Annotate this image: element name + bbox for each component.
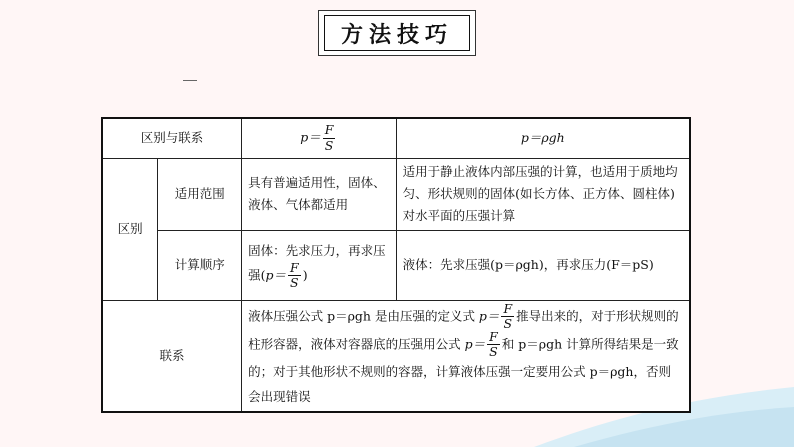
order-general-text: 固体：先求压力，再求压强( [248,243,386,283]
row-label-order: 计算顺序 [158,230,242,300]
table-row-order [102,230,690,300]
order-liquid: 液体：先求压强(p＝ρgh)，再求压力(F＝pS) [396,230,690,300]
close-paren: ) [302,267,308,283]
fraction [288,259,301,291]
formula-lhs: p＝ [464,336,486,352]
fraction [323,124,336,152]
header-formula-liquid: p＝ρgh [396,118,690,158]
fraction-numerator: F [489,328,498,344]
fraction [487,328,500,360]
comparison-table [101,117,691,413]
link-label: 联系 [102,300,242,412]
fraction-numerator: F [290,259,299,275]
fraction-numerator: F [324,122,334,138]
link-text-2: 推导出来的，对于形状规则的柱形容器，液体对容器底的压强用公式 [248,308,679,352]
header-formula-general [242,118,396,158]
dash-mark [183,80,197,81]
fraction [501,300,514,332]
header-category: 区别与联系 [102,118,242,158]
order-general [242,230,396,300]
formula-lhs: p＝ [300,129,321,145]
fraction-denominator: S [290,275,299,291]
section-title-box [318,10,476,56]
fraction-denominator: S [503,316,513,332]
row-label-scope: 适用范围 [158,158,242,230]
link-text-1: 液体压强公式 p＝ρgh 是由压强的定义式 [248,308,479,324]
table-header-row [102,118,690,158]
fraction-denominator: S [324,137,334,153]
diff-label: 区别 [102,158,158,300]
section-title: 方法技巧 [324,15,470,51]
fraction-numerator: F [503,300,513,316]
formula-lhs: p＝ [478,308,500,324]
link-content [242,300,690,412]
scope-liquid: 适用于静止液体内部压强的计算，也适用于质地均匀、形状规则的固体(如长方体、正方体、圆柱体)对水平面的压强计算 [396,158,690,230]
scope-general: 具有普遍适用性，固体、液体、气体都适用 [242,158,396,230]
table-row-link [102,300,690,412]
fraction-denominator: S [489,344,498,360]
table-row-scope [102,158,690,230]
link-text-3: 和 p＝ρgh 计算所得结果是一致的；对于其他形状不规则的容器，计算液体压强一定要用公式 p＝ρgh，否则会出现错误 [248,336,679,404]
formula-lhs: p＝ [265,267,286,283]
